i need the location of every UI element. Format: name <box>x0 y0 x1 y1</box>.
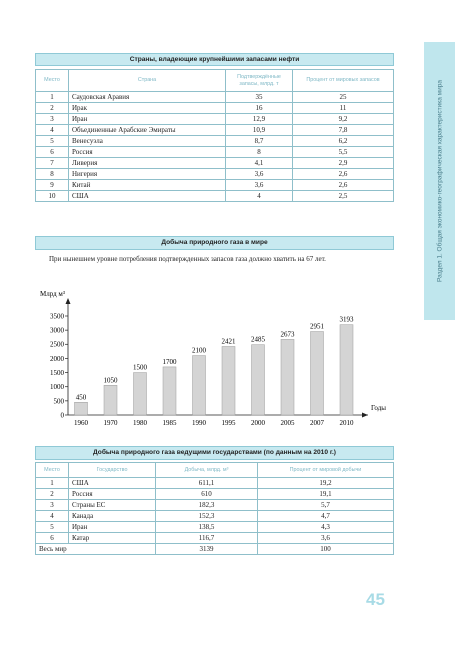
percent-cell: 11 <box>293 103 394 114</box>
y-axis-arrow <box>66 298 71 304</box>
col-header: Процент от мировой добычи <box>258 463 394 478</box>
production-cell: 610 <box>156 489 258 500</box>
production-cell: 116,7 <box>156 533 258 544</box>
state-cell: Иран <box>69 522 156 533</box>
table-row <box>36 103 394 114</box>
production-cell: 182,3 <box>156 500 258 511</box>
gas-reserve-note: При нынешнем уровне потребления подтвержденных запасов газа должно хватить на 67 лет. <box>49 255 326 263</box>
bar-value-label: 2100 <box>192 346 206 355</box>
reserves-cell: 8 <box>226 147 293 158</box>
table-row <box>36 489 394 500</box>
percent-cell: 3,6 <box>258 533 394 544</box>
bar <box>311 332 324 415</box>
bar-value-label: 1500 <box>133 363 147 372</box>
rank-cell: 4 <box>36 511 69 522</box>
table-row <box>36 158 394 169</box>
bar <box>134 373 147 415</box>
bar <box>193 356 206 415</box>
bar <box>75 402 88 415</box>
total-percent: 100 <box>258 544 394 555</box>
percent-cell: 5,5 <box>293 147 394 158</box>
percent-cell: 2,5 <box>293 191 394 202</box>
bar <box>163 367 176 415</box>
x-tick-label: 1970 <box>103 419 118 427</box>
bar-value-label: 2421 <box>221 337 236 346</box>
gas-states-table <box>35 462 394 555</box>
rank-cell: 5 <box>36 136 69 147</box>
country-cell: Венесуэла <box>69 136 226 147</box>
reserves-cell: 35 <box>226 92 293 103</box>
percent-cell: 4,3 <box>258 522 394 533</box>
percent-cell: 5,7 <box>258 500 394 511</box>
reserves-cell: 10,9 <box>226 125 293 136</box>
oil-reserves-table <box>35 69 394 202</box>
bar-value-label: 1700 <box>162 357 177 366</box>
rank-cell: 3 <box>36 114 69 125</box>
total-label: Весь мир <box>36 544 156 555</box>
table-row <box>36 522 394 533</box>
page-number: 45 <box>366 590 385 609</box>
rank-cell: 7 <box>36 158 69 169</box>
table-row <box>36 180 394 191</box>
percent-cell: 25 <box>293 92 394 103</box>
total-production: 3139 <box>156 544 258 555</box>
country-cell: Нигерия <box>69 169 226 180</box>
table-row <box>36 169 394 180</box>
bar <box>340 325 353 415</box>
x-tick-label: 1990 <box>192 419 206 427</box>
country-cell: Объединенные Арабские Эмираты <box>69 125 226 136</box>
state-cell: Катар <box>69 533 156 544</box>
rank-cell: 6 <box>36 533 69 544</box>
y-tick-label: 3500 <box>50 312 64 321</box>
table-row <box>36 136 394 147</box>
y-axis-label: Млрд м³ <box>40 290 65 298</box>
rank-cell: 6 <box>36 147 69 158</box>
table-row <box>36 125 394 136</box>
reserves-cell: 3,6 <box>226 180 293 191</box>
x-axis-arrow <box>362 413 368 418</box>
reserves-cell: 8,7 <box>226 136 293 147</box>
col-header: Процент от мировых запасов <box>293 70 394 92</box>
bar-value-label: 450 <box>75 393 87 402</box>
x-tick-label: 2007 <box>310 419 324 427</box>
country-cell: США <box>69 191 226 202</box>
col-header: Государство <box>69 463 156 478</box>
percent-cell: 7,8 <box>293 125 394 136</box>
percent-cell: 4,7 <box>258 511 394 522</box>
bar-value-label: 2673 <box>280 330 295 339</box>
col-header: Страна <box>69 70 226 92</box>
country-cell: Саудовская Аравия <box>69 92 226 103</box>
state-cell: США <box>69 478 156 489</box>
y-tick-label: 1000 <box>50 383 64 392</box>
rank-cell: 2 <box>36 103 69 114</box>
rank-cell: 10 <box>36 191 69 202</box>
table-row <box>36 478 394 489</box>
bar-value-label: 2485 <box>251 335 265 344</box>
y-tick-label: 3000 <box>50 326 64 335</box>
y-tick-label: 2000 <box>50 354 64 363</box>
y-tick-label: 2500 <box>50 340 64 349</box>
bar <box>252 345 265 415</box>
bar <box>222 347 235 415</box>
rank-cell: 4 <box>36 125 69 136</box>
bar <box>104 385 117 415</box>
col-header: Место <box>36 70 69 92</box>
x-tick-label: 1980 <box>133 419 147 427</box>
bar-value-label: 3193 <box>339 315 354 324</box>
rank-cell: 3 <box>36 500 69 511</box>
oil-table-title: Страны, владеющие крупнейшими запасами нефти <box>35 53 394 66</box>
rank-cell: 9 <box>36 180 69 191</box>
percent-cell: 2,9 <box>293 158 394 169</box>
reserves-cell: 4,1 <box>226 158 293 169</box>
reserves-cell: 3,6 <box>226 169 293 180</box>
x-axis-label: Годы <box>371 404 386 412</box>
bar-value-label: 1050 <box>103 376 118 385</box>
x-tick-label: 2005 <box>280 419 295 427</box>
table-row <box>36 191 394 202</box>
state-cell: Россия <box>69 489 156 500</box>
table-row <box>36 114 394 125</box>
bar-value-label: 2951 <box>310 322 324 331</box>
reserves-cell: 16 <box>226 103 293 114</box>
country-cell: Иран <box>69 114 226 125</box>
x-tick-label: 2000 <box>251 419 265 427</box>
production-cell: 152,3 <box>156 511 258 522</box>
gas-states-title: Добыча природного газа ведущими государствами (по данным на 2010 г.) <box>35 446 394 460</box>
table-row <box>36 147 394 158</box>
percent-cell: 6,2 <box>293 136 394 147</box>
rank-cell: 1 <box>36 478 69 489</box>
table-row <box>36 533 394 544</box>
state-cell: Страны ЕС <box>69 500 156 511</box>
x-tick-label: 1995 <box>221 419 236 427</box>
country-cell: Ирак <box>69 103 226 114</box>
bar <box>281 339 294 415</box>
production-cell: 611,1 <box>156 478 258 489</box>
reserves-cell: 4 <box>226 191 293 202</box>
y-tick-label: 1500 <box>50 368 64 377</box>
col-header: Место <box>36 463 69 478</box>
percent-cell: 2,6 <box>293 180 394 191</box>
rank-cell: 5 <box>36 522 69 533</box>
percent-cell: 19,1 <box>258 489 394 500</box>
x-tick-label: 1960 <box>74 419 88 427</box>
percent-cell: 2,6 <box>293 169 394 180</box>
section-caption: Раздел 1. Общая экономико-географическая характеристика мира <box>436 80 444 282</box>
gas-section-title: Добыча природного газа в мире <box>35 236 394 250</box>
table-row <box>36 92 394 103</box>
rank-cell: 1 <box>36 92 69 103</box>
gas-production-chart <box>28 280 388 430</box>
col-header: Подтверждённые запасы, млрд. т <box>226 70 293 92</box>
production-cell: 138,5 <box>156 522 258 533</box>
x-tick-label: 2010 <box>339 419 354 427</box>
total-row <box>36 544 394 555</box>
reserves-cell: 12,9 <box>226 114 293 125</box>
country-cell: Россия <box>69 147 226 158</box>
y-tick-label: 500 <box>53 397 64 406</box>
country-cell: Китай <box>69 180 226 191</box>
percent-cell: 19,2 <box>258 478 394 489</box>
percent-cell: 9,2 <box>293 114 394 125</box>
table-row <box>36 500 394 511</box>
rank-cell: 8 <box>36 169 69 180</box>
country-cell: Ливерия <box>69 158 226 169</box>
table-row <box>36 511 394 522</box>
col-header: Добыча, млрд. м³ <box>156 463 258 478</box>
x-tick-label: 1985 <box>162 419 177 427</box>
rank-cell: 2 <box>36 489 69 500</box>
state-cell: Канада <box>69 511 156 522</box>
y-tick-label: 0 <box>60 411 64 420</box>
